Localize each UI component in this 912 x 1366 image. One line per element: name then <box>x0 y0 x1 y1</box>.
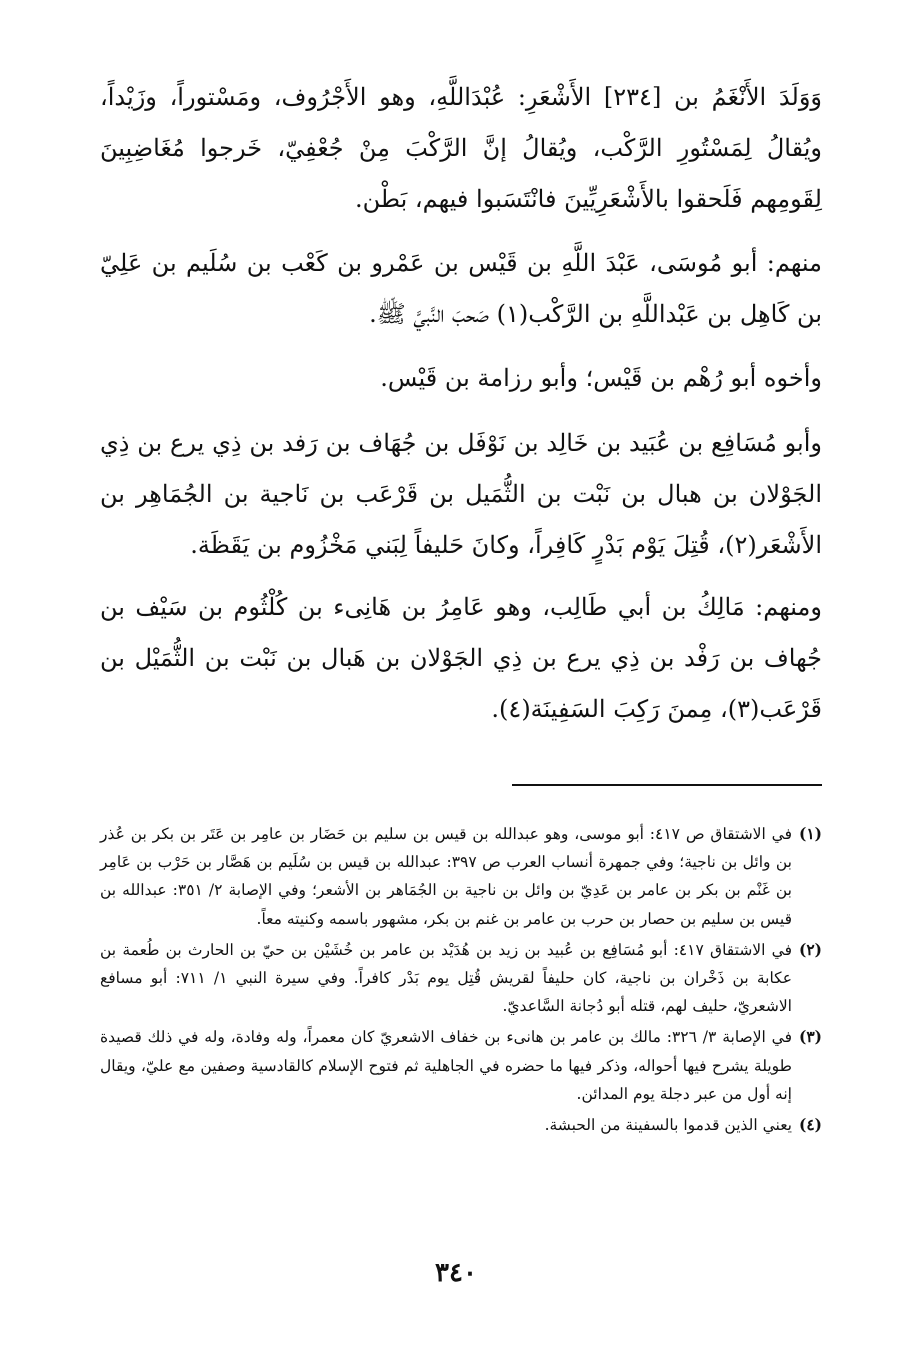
body-paragraph: وَوَلَدَ الأَنْغَمُ بن [٢٣٤] الأَشْعَرِ: عُبْدَاللَّهِ، وهو الأَجْرُوف، ومَسْتوراً، وزَيْداً، ويُقالُ لِمَسْتُورِ الرَّكْب، ويُقالُ إنَّ الرَّكْبَ مِنْ جُعْفِيّ، خَرجوا مُغَاضِبِينَ لِقَومِهم فَلَحقوا بالأَشْعَرِيِّينَ فانْتَسَبوا فيهم، بَطْن. <box>100 83 823 213</box>
footnote <box>100 936 822 1021</box>
footnote-text: في الإصابة ٣/ ٣٢٦: مالك بن عامر بن هانىء بن خفاف الاشعريّ كان معمراً، وله وفادة، وله في ذلك قصيدة طويلة يشرح فيها أحواله، وذكر فيها ما حضره في الجاهلية ثم فتوح الإسلام كالقادسية وصفين مع عليّ، ويقال إنه أول من عبر دجلة يوم المدائن. <box>100 1028 793 1103</box>
footnote-text: في الاشتقاق ص ٤١٧: أبو موسى، وهو عبدالله بن قيس بن سليم بن حَضَار بن عامِر بن عَتَر بن بكر بن عُذر بن وائل بن ناجية؛ وفي جمهرة أنساب العرب ص ٣٩٧: عبدالله بن قيس بن سُلَيم بن هَصَّار بن حَرْب بن عَامِر بن غَنْم بن بكر بن عامر بن عَدِيّ بن وائل بن ناجية بن الجُمَاهر بن الأشعر؛ وفي الإصابة ٢/ ٣٥١: عبدالله بن قيس بن سليم بن حصار بن حرب بن عامر بن غنم بن بكر، مشهور باسمه وكنيته معاً. <box>100 825 792 928</box>
footnote-separator <box>512 784 822 786</box>
page-number: ٣٤٠ <box>435 1258 477 1288</box>
footnote <box>100 1111 822 1139</box>
footnote-number: (١) <box>798 824 822 843</box>
footnote <box>100 820 822 933</box>
footnote-text: في الاشتقاق ٤١٧: أبو مُسَافِع بن عُبيد بن زيد بن هُدَيْد بن عامر بن خُشَيْن بن حيّ بن الحارث بن طُعمة بن عكابة بن ذَخْران بن ناجية، كان حليفاً لقريش قُتِل يوم بَدْر كافراً. وفي سيرة النبي ١/ ٧١١: أبو مسافع الاشعريّ، حليف لهم، قتله أبو دُجانة السَّاعديّ. <box>100 940 792 1016</box>
body-paragraph: وأخوه أبو رُهْم بن قَيْس؛ وأبو رزامة بن قَيْس. <box>380 364 822 392</box>
footnotes <box>100 820 822 1142</box>
body-paragraph: منهم: أبو مُوسَى، عَبْدَ اللَّهِ بن قَيْس بن عَمْرو بن كَعْب بن سُلَيم بن عَلِيّ بن كَاهِل بن عَبْداللَّهِ بن الرَّكْب(١) صَحبَ النَّبيَّ ﷺ. <box>100 249 822 328</box>
body-paragraph: وأبو مُسَافِع بن عُبَيد بن خَالِد بن نَوْفَل بن جُهَاف بن رَفد بن ذِي يرع بن ذِي الجَوْلان بن هبال بن نَبْت بن الثُّمَيل بن قَرْعَب بن نَاجية بن الجُمَاهِر بن الأَشْعَر(٢)، قُتِلَ يَوْم بَدْرٍ كَافِراً، وكانَ حَليفاً لِبَني مَخْزُوم بن يَقَظَة. <box>100 429 822 559</box>
footnote-number: (٢) <box>798 939 822 959</box>
footnote-number: (٤) <box>798 1115 822 1135</box>
footnote-text: يعني الذين قدموا بالسفينة من الحبشة. <box>544 1116 792 1135</box>
body-paragraph: ومنهم: مَالِكُ بن أبي طَالِب، وهو عَامِرُ بن هَانِىء بن كُلْثُوم بن سَيْف بن جُهاف بن رَفْد بن ذِي يرع بن ذِي الجَوْلان بن هَبال بن نَبْت بن الثُّمَيْل بن قَرْعَب(٣)، مِمنَ رَكِبَ السَفِينَة(٤). <box>100 593 822 723</box>
footnote <box>100 1023 822 1108</box>
footnote-number: (٣) <box>798 1027 822 1047</box>
